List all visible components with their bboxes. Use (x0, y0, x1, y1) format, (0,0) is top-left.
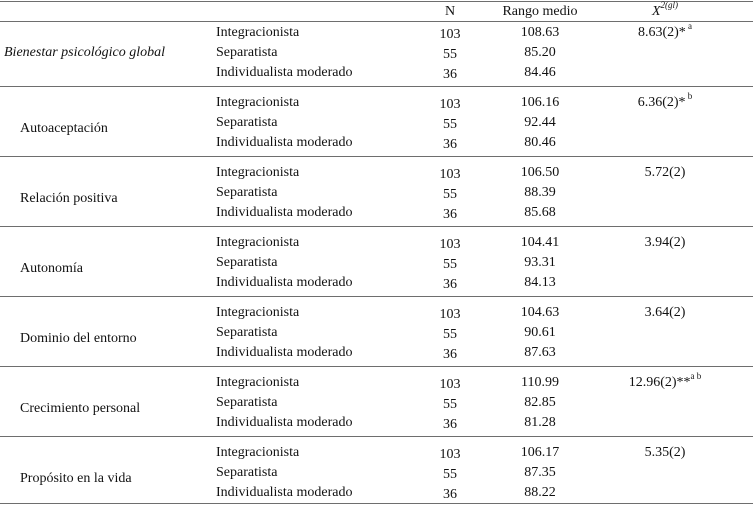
group-label: Individualista moderado (216, 415, 353, 430)
variable-label: Autonomía (20, 261, 83, 276)
group-label: Separatista (216, 465, 278, 480)
chi-square-stat: 5.35(2) (644, 445, 686, 460)
n-value: 103 (439, 237, 461, 252)
chi-square-value (600, 21, 730, 42)
n-value: 103 (439, 27, 461, 42)
n-value: 103 (439, 377, 461, 392)
n-value: 55 (443, 117, 457, 132)
group-label: Individualista moderado (216, 135, 353, 150)
rank-value: 87.63 (524, 345, 556, 360)
rank-value: 104.41 (520, 235, 560, 250)
block-separator (0, 156, 753, 157)
rank-value: 106.50 (520, 165, 560, 180)
header-chi-base: X (651, 4, 661, 19)
n-value: 103 (439, 167, 461, 182)
chi-square-stat: 8.63(2)* (637, 25, 686, 40)
n-value: 103 (439, 97, 461, 112)
rank-value: 88.22 (524, 485, 556, 500)
chi-square-stat: 6.36(2)* (637, 95, 686, 110)
group-label: Individualista moderado (216, 345, 353, 360)
block-separator (0, 366, 753, 367)
group-label: Integracionista (216, 445, 300, 460)
n-value: 103 (439, 447, 461, 462)
chi-square-stat: 3.64(2) (644, 305, 686, 320)
rank-value: 104.63 (520, 305, 560, 320)
rank-value: 108.63 (520, 25, 560, 40)
chi-square-footnote: a (685, 21, 693, 32)
n-value: 36 (443, 277, 457, 292)
variable-label: Autoaceptación (20, 121, 108, 136)
rank-value: 106.16 (520, 95, 560, 110)
chi-square-value (600, 304, 730, 322)
rank-value: 85.20 (524, 45, 556, 60)
top-rule (0, 1, 753, 2)
chi-square-footnote: b (685, 91, 693, 102)
header-rule (0, 21, 753, 22)
n-value: 55 (443, 397, 457, 412)
block-separator (0, 503, 753, 504)
group-label: Integracionista (216, 305, 300, 320)
block-separator (0, 86, 753, 87)
group-label: Individualista moderado (216, 485, 353, 500)
n-value: 55 (443, 47, 457, 62)
rank-value: 93.31 (524, 255, 556, 270)
chi-square-value (600, 234, 730, 252)
group-label: Individualista moderado (216, 65, 353, 80)
chi-square-value (600, 371, 730, 392)
rank-value: 84.13 (524, 275, 556, 290)
rank-value: 106.17 (520, 445, 560, 460)
n-value: 55 (443, 187, 457, 202)
block-separator (0, 436, 753, 437)
block-separator (0, 226, 753, 227)
header-chi-square (600, 0, 730, 21)
rank-value: 81.28 (524, 415, 556, 430)
n-value: 36 (443, 207, 457, 222)
variable-label: Dominio del entorno (20, 331, 137, 346)
n-value: 55 (443, 257, 457, 272)
chi-square-stat: 3.94(2) (644, 235, 686, 250)
n-value: 55 (443, 327, 457, 342)
group-label: Individualista moderado (216, 205, 353, 220)
header-rank: Rango medio (502, 4, 578, 19)
group-label: Separatista (216, 395, 278, 410)
chi-square-stat: 5.72(2) (644, 165, 686, 180)
variable-label: Relación positiva (20, 191, 118, 206)
group-label: Integracionista (216, 165, 300, 180)
group-label: Separatista (216, 185, 278, 200)
header-n: N (444, 4, 456, 19)
n-value: 36 (443, 137, 457, 152)
rank-value: 92.44 (524, 115, 556, 130)
group-label: Integracionista (216, 95, 300, 110)
group-label: Separatista (216, 255, 278, 270)
n-value: 55 (443, 467, 457, 482)
n-value: 36 (443, 417, 457, 432)
header-chi-sup: 2(gl) (660, 0, 679, 11)
rank-value: 87.35 (524, 465, 556, 480)
group-label: Separatista (216, 325, 278, 340)
group-label: Individualista moderado (216, 275, 353, 290)
chi-square-stat: 12.96(2)** (628, 375, 691, 390)
rank-value: 88.39 (524, 185, 556, 200)
n-value: 36 (443, 67, 457, 82)
variable-label: Bienestar psicológico global (4, 45, 165, 60)
rank-value: 85.68 (524, 205, 556, 220)
n-value: 36 (443, 487, 457, 502)
variable-label: Crecimiento personal (20, 401, 141, 416)
rank-value: 82.85 (524, 395, 556, 410)
chi-square-footnote: a b (690, 371, 702, 382)
variable-label: Propósito en la vida (20, 471, 132, 486)
rank-value: 90.61 (524, 325, 556, 340)
n-value: 103 (439, 307, 461, 322)
group-label: Separatista (216, 115, 278, 130)
rank-value: 84.46 (524, 65, 556, 80)
group-label: Separatista (216, 45, 278, 60)
group-label: Integracionista (216, 375, 300, 390)
group-label: Integracionista (216, 235, 300, 250)
block-separator (0, 296, 753, 297)
chi-square-value (600, 164, 730, 182)
chi-square-value (600, 91, 730, 112)
group-label: Integracionista (216, 25, 300, 40)
rank-value: 110.99 (521, 375, 559, 390)
chi-square-value (600, 444, 730, 462)
n-value: 36 (443, 347, 457, 362)
rank-value: 80.46 (524, 135, 556, 150)
